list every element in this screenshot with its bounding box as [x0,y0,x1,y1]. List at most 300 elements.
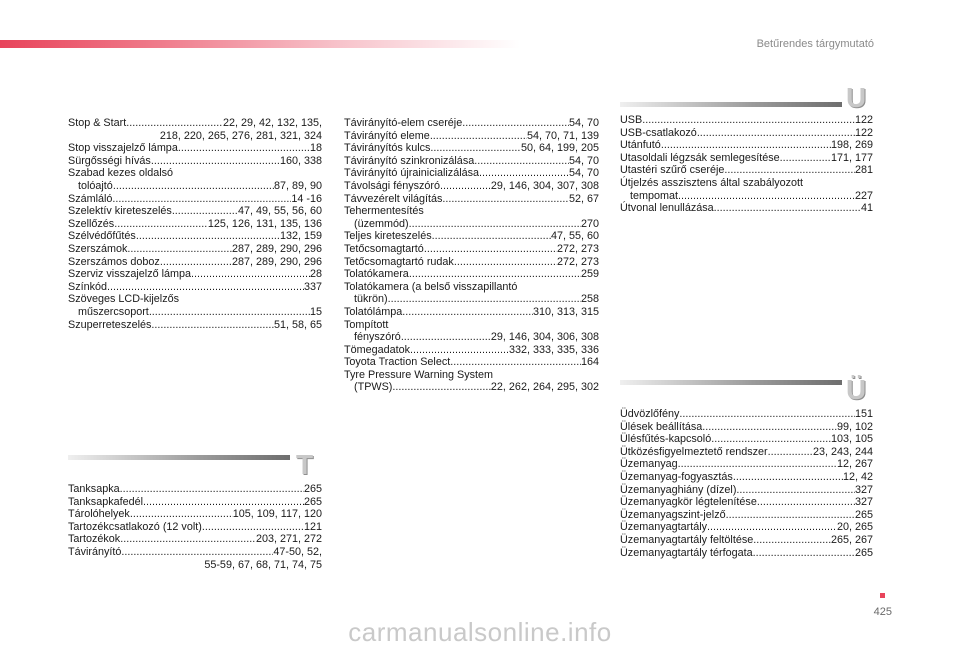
index-entry-term: Távolsági fényszóró [344,179,441,192]
index-entry-pages: 332, 333, 335, 336 [508,343,599,356]
index-entry-pages: 23, 243, 244 [812,445,873,458]
index-entry-pages: 15 [309,305,322,318]
section-rule-t [68,455,290,460]
dot-leader [661,139,831,152]
index-entry-line [344,243,599,256]
dot-leader [151,319,274,332]
index-entry-pages: 22, 262, 264, 295, 302 [490,381,599,394]
index-entry-term: Ütközésfigyelmeztető rendszer [620,445,768,458]
index-entry [68,167,322,192]
dot-leader [450,356,581,369]
index-entry-term: Szerszámos doboz [68,255,160,268]
index-entry-line [620,458,873,471]
index-entry [620,421,873,434]
index-entry [344,230,599,243]
dot-leader [409,268,581,281]
index-entry-pages: 198, 269 [830,139,873,152]
index-entry-pages: 218, 220, 265, 276, 281, 321, 324 [159,129,322,142]
index-entry [68,508,322,521]
index-entry-pages: 50, 64, 199, 205 [520,142,599,155]
index-entry [68,256,322,269]
index-entry [68,193,322,206]
index-entry-pages: 54, 70 [568,117,599,129]
index-entry-pages: 327 [854,496,873,509]
index-entry-line [344,268,599,281]
dot-leader [120,483,304,496]
index-entry [620,458,873,471]
index-entry-line [620,114,873,127]
dot-leader [178,142,310,155]
index-entry [344,193,599,206]
dot-leader [474,155,569,168]
index-entry-pages: 258 [580,293,599,306]
index-entry-pages: 265 [303,483,322,495]
index-entry [68,521,322,534]
dot-leader [768,446,813,459]
index-entry-pages: 47, 55, 60 [550,230,599,243]
index-entry-term: Szellőzés [68,217,115,230]
index-entry-pages: 281 [854,164,873,177]
dot-leader [757,496,855,509]
index-entry-term: Távirányító szinkronizálása [344,154,475,167]
index-column-ue [620,408,873,559]
index-entry-term: Üzemanyagtartály [620,521,708,534]
dot-leader [726,509,855,522]
index-entry [68,319,322,332]
dot-leader [711,433,831,446]
index-entry-term: Utastéri szűrő cseréje [620,164,725,177]
index-entry-pages: 227 [854,189,873,202]
index-entry-line [68,281,322,294]
index-entry [344,268,599,281]
dot-leader [401,331,491,344]
index-entry [68,483,322,496]
index-entry [344,130,599,143]
index-entry [344,117,599,130]
index-entry-term: Tompított [344,318,389,331]
index-entry-line [620,127,873,140]
index-entry-line [620,152,873,165]
index-entry-line [68,546,322,559]
index-entry-term: (üzemmód) [354,217,409,230]
index-entry-line [344,167,599,180]
section-letter-u: U [846,82,867,113]
index-entry-pages: 12, 267 [836,458,873,471]
index-entry-line [620,471,873,484]
dot-leader [430,142,521,155]
index-entry-term: Utánfutó [620,139,661,152]
index-entry-term: Útvonal lenullázása [620,202,714,215]
index-entry [344,142,599,155]
index-entry [620,177,873,202]
dot-leader [679,408,855,421]
index-entry-line [68,319,322,332]
dot-leader [202,521,304,534]
index-entry-term: Üdvözlőfény [620,408,680,420]
dot-leader [388,293,581,306]
index-entry-line [620,496,873,509]
dot-leader [702,421,837,434]
index-entry [620,509,873,522]
index-entry-line [68,243,322,256]
index-entry-line [68,483,322,496]
index-entry-term: Távirányító eleme [344,129,430,142]
index-entry [620,164,873,177]
index-entry-line [68,155,322,168]
index-entry-term: Szelektív kireteszelés [68,205,172,218]
index-entry-term: Teljes kireteszelés [344,230,432,243]
index-entry [68,533,322,546]
page-number: 425 [873,606,892,618]
dot-leader [678,458,837,471]
dot-leader [402,306,533,319]
dot-leader [479,167,569,180]
index-entry-term: Szuperreteszelés [68,318,152,331]
dot-leader [409,218,581,231]
index-entry [68,205,322,218]
index-entry-pages: 337 [303,280,322,293]
dot-leader [678,190,855,203]
index-entry-pages: 272, 273 [556,255,599,268]
dot-leader [733,471,843,484]
index-entry-line [344,142,599,155]
index-entry-pages: 310, 313, 315 [532,305,599,318]
index-entry-line [620,164,873,177]
index-entry-pages: 55-59, 67, 68, 71, 74, 75 [204,558,322,571]
index-entry-pages: 270 [580,217,599,230]
index-entry-term: Szélvédőfűtés [68,230,136,243]
dot-leader [120,533,256,546]
index-entry-line [620,202,873,215]
index-entry-line [68,142,322,155]
index-entry [68,293,322,318]
index-entry-term: fényszóró [354,331,401,344]
index-entry-term: Távirányítós kulcs [344,142,431,155]
index-entry-pages: 287, 289, 290, 296 [231,255,322,268]
dot-leader [410,344,509,357]
dot-leader [392,381,491,394]
index-entry-line [68,521,322,534]
index-entry-line [620,408,873,421]
index-entry-pages: 121 [303,520,322,533]
index-entry-line [68,193,322,206]
index-entry [620,127,873,140]
index-entry-term: tolóajtó [78,179,113,192]
index-entry-pages: 151 [854,408,873,420]
index-entry-term: Tolatókamera (a belső visszapillantó [344,280,518,293]
index-entry-line [620,547,873,560]
dot-leader [191,268,310,281]
index-entry-pages: 51, 58, 65 [273,318,322,331]
index-entry-term: Szabad kezes oldalsó [68,167,174,180]
index-entry-term: Szöveges LCD-kijelzős [68,293,180,306]
index-entry-pages: 29, 146, 304, 306, 308 [490,331,599,344]
index-entry-term: Szerszámok [68,242,128,255]
index-entry-pages: 103, 105 [830,433,873,446]
index-entry-line [620,521,873,534]
dot-leader [697,127,855,140]
dot-leader [753,547,855,560]
index-entry [68,268,322,281]
index-entry-term: Tömegadatok [344,343,411,356]
index-entry [344,167,599,180]
index-entry [620,139,873,152]
index-entry-pages: 20, 265 [836,521,873,534]
index-entry-term: Tárolóhelyek [68,508,130,521]
index-entry-pages: 28 [309,268,322,281]
index-entry-pages: 164 [580,356,599,369]
index-entry-term: Sürgősségi hívás [68,154,151,167]
index-entry-line [344,381,599,394]
index-entry-pages: 18 [309,142,322,155]
index-entry-pages: 54, 70, 71, 139 [526,129,599,142]
index-entry-term: tükrön) [354,293,388,306]
index-entry-term: Tartozékok [68,533,121,546]
index-entry-pages: 287, 289, 290, 296 [231,242,322,255]
dot-leader [151,155,280,168]
index-entry [68,496,322,509]
index-entry-line [344,293,599,306]
section-letter-t: T [296,449,314,480]
index-entry-line [344,193,599,206]
dot-leader [143,496,304,509]
index-entry-pages: 265 [303,495,322,508]
index-entry-line [620,139,873,152]
index-entry-term: Stop & Start [68,117,127,129]
index-entry-line [68,205,322,218]
index-entry-term: Utasoldali légzsák semlegesítése [620,151,780,164]
index-entry [620,202,873,215]
index-entry [68,243,322,256]
dot-leader [462,117,569,130]
index-entry-line [620,421,873,434]
index-entry [344,243,599,256]
index-entry-pages: 54, 70 [568,154,599,167]
dot-leader [160,256,232,269]
index-entry-pages: 122 [854,126,873,139]
watermark: carmanualsonline.info [348,617,612,647]
index-entry-pages: 125, 126, 131, 135, 136 [207,217,322,230]
index-entry-term: Tehermentesítés [344,205,424,218]
dot-leader [107,281,304,294]
index-entry [344,369,599,394]
index-entry [620,446,873,459]
index-column-t-continued [344,117,599,394]
index-entry-pages: 41 [860,202,873,215]
index-entry [68,546,322,571]
index-entry [344,155,599,168]
index-entry [68,155,322,168]
index-entry-term: Üzemanyag [620,458,678,471]
index-entry-line [344,356,599,369]
dot-leader [736,484,855,497]
index-entry-term: USB-csatlakozó [620,126,697,139]
dot-leader [113,180,274,193]
index-entry-term: (TPWS) [354,381,393,394]
index-entry [68,281,322,294]
index-entry-term: Ülések beállítása [620,420,703,433]
index-entry-line [620,484,873,497]
index-entry-line [344,130,599,143]
dot-leader [126,117,223,130]
dot-leader [424,243,557,256]
index-entry-line [68,533,322,546]
index-entry-line [344,306,599,319]
index-entry-line [344,256,599,269]
index-entry [344,281,599,306]
index-entry-line [344,117,599,130]
index-entry-term: Tolatólámpa [344,305,403,318]
page-title: Betűrendes tárgymutató [756,38,874,50]
index-entry-term: Tetőcsomagtartó [344,242,424,255]
index-entry-term: Üzemanyagtartály feltöltése [620,533,754,546]
index-entry-term: Útjelzés asszisztens által szabályozott [620,176,804,189]
index-entry-pages: 12, 42 [842,470,873,483]
index-entry-term: Üzemanyagtartály térfogata [620,546,753,559]
index-entry [344,256,599,269]
index-entry [68,218,322,231]
dot-leader [121,546,273,559]
dot-leader [136,230,280,243]
section-letter-ue: Ü [846,374,867,405]
index-entry-pages: 54, 70 [568,167,599,180]
index-entry-line [68,496,322,509]
index-entry-term: Üzemanyaghiány (dízel) [620,483,737,496]
index-entry-line [344,344,599,357]
index-entry-term: Toyota Traction Select [344,356,451,369]
index-entry [344,344,599,357]
index-entry-term: USB [620,114,643,126]
index-entry-term: Tyre Pressure Warning System [344,368,493,381]
index-entry-line [68,180,322,193]
index-entry-term: Színkód [68,280,108,293]
index-entry [620,484,873,497]
index-entry-pages: 265 [854,508,873,521]
dot-leader [440,180,491,193]
index-entry-line [344,180,599,193]
dot-leader [714,202,861,215]
index-entry-term: műszercsoport [78,305,149,318]
index-entry-term: Tetőcsomagtartó rudak [344,255,454,268]
index-entry-pages: 122 [854,114,873,126]
index-entry-term: Üzemanyagkör légtelenítése [620,496,757,509]
index-entry [620,534,873,547]
index-column-t [68,483,322,571]
index-entry-term: Üzemanyagszint-jelző [620,508,726,521]
index-entry-line [68,306,322,319]
index-entry [68,230,322,243]
index-entry-line [344,155,599,168]
index-entry-pages: 47, 49, 55, 56, 60 [237,205,322,218]
dot-leader [172,205,238,218]
page-marker [880,593,885,598]
index-entry-pages: 87, 89, 90 [273,179,322,192]
index-entry [620,408,873,421]
index-entry-term: Tanksapkafedél [68,495,144,508]
index-entry-pages: 47-50, 52, [273,545,322,558]
index-entry-term: Távirányító-elem cseréje [344,117,463,129]
index-entry-term: Stop visszajelző lámpa [68,142,178,155]
index-entry-term: Tartozékcsatlakozó (12 volt) [68,520,202,533]
dot-leader [642,114,855,127]
index-entry-line [68,117,322,130]
dot-leader [707,521,837,534]
index-entry-pages: 203, 271, 272 [255,533,322,546]
section-rule-ue [620,380,842,385]
dot-leader [724,164,855,177]
index-entry-pages: 52, 67 [568,192,599,205]
index-entry-pages: 265, 267 [830,533,873,546]
index-entry-line [344,218,599,231]
index-entry [620,114,873,127]
section-rule-u [620,102,842,107]
index-entry-line [620,190,873,203]
index-entry-pages: 327 [854,483,873,496]
dot-leader [442,193,569,206]
index-entry [68,142,322,155]
index-entry-pages: 99, 102 [836,420,873,433]
dot-leader [112,193,291,206]
index-entry-pages: 259 [580,268,599,281]
index-entry-pages: 14 -16 [291,192,322,205]
index-entry-line [68,508,322,521]
index-entry-line [620,433,873,446]
index-entry-line [344,331,599,344]
index-entry [344,356,599,369]
index-entry-term: Távirányító újrainicializálása [344,167,480,180]
index-entry-term: Távirányító [68,545,122,558]
index-entry-term: Szerviz visszajelző lámpa [68,268,192,281]
dot-leader [149,306,310,319]
index-entry [620,433,873,446]
dot-leader [454,256,557,269]
index-entry-pages: 160, 338 [279,154,322,167]
dot-leader [430,130,527,143]
header-accent-band [0,40,520,48]
index-entry-line [68,218,322,231]
index-entry-term: Tolatókamera [344,268,409,281]
index-entry-term: Számláló [68,192,113,205]
index-entry [620,521,873,534]
index-entry-term: Távvezérelt világítás [344,192,443,205]
dot-leader [130,508,233,521]
dot-leader [753,534,831,547]
dot-leader [127,243,232,256]
index-entry-line [68,256,322,269]
index-entry-term: Üzemanyag-fogyasztás [620,470,733,483]
dot-leader [432,230,551,243]
index-entry-pages: 105, 109, 117, 120 [232,508,322,521]
index-entry-pages: 132, 159 [279,230,322,243]
index-entry-pages: 29, 146, 304, 307, 308 [490,179,599,192]
index-entry-term: tempomat [630,189,679,202]
index-column-s [68,117,322,331]
index-entry [620,496,873,509]
index-entry-line [620,509,873,522]
index-entry-line [620,534,873,547]
index-entry-line [620,446,873,459]
index-entry [620,547,873,560]
dot-leader [780,152,831,165]
index-entry [344,180,599,193]
index-entry [620,471,873,484]
index-entry-pages: 272, 273 [556,242,599,255]
index-entry-term: Tanksapka [68,483,120,495]
index-entry-pages: 22, 29, 42, 132, 135, [222,117,322,129]
index-entry-line [68,268,322,281]
index-entry-line [344,230,599,243]
index-entry [344,319,599,344]
